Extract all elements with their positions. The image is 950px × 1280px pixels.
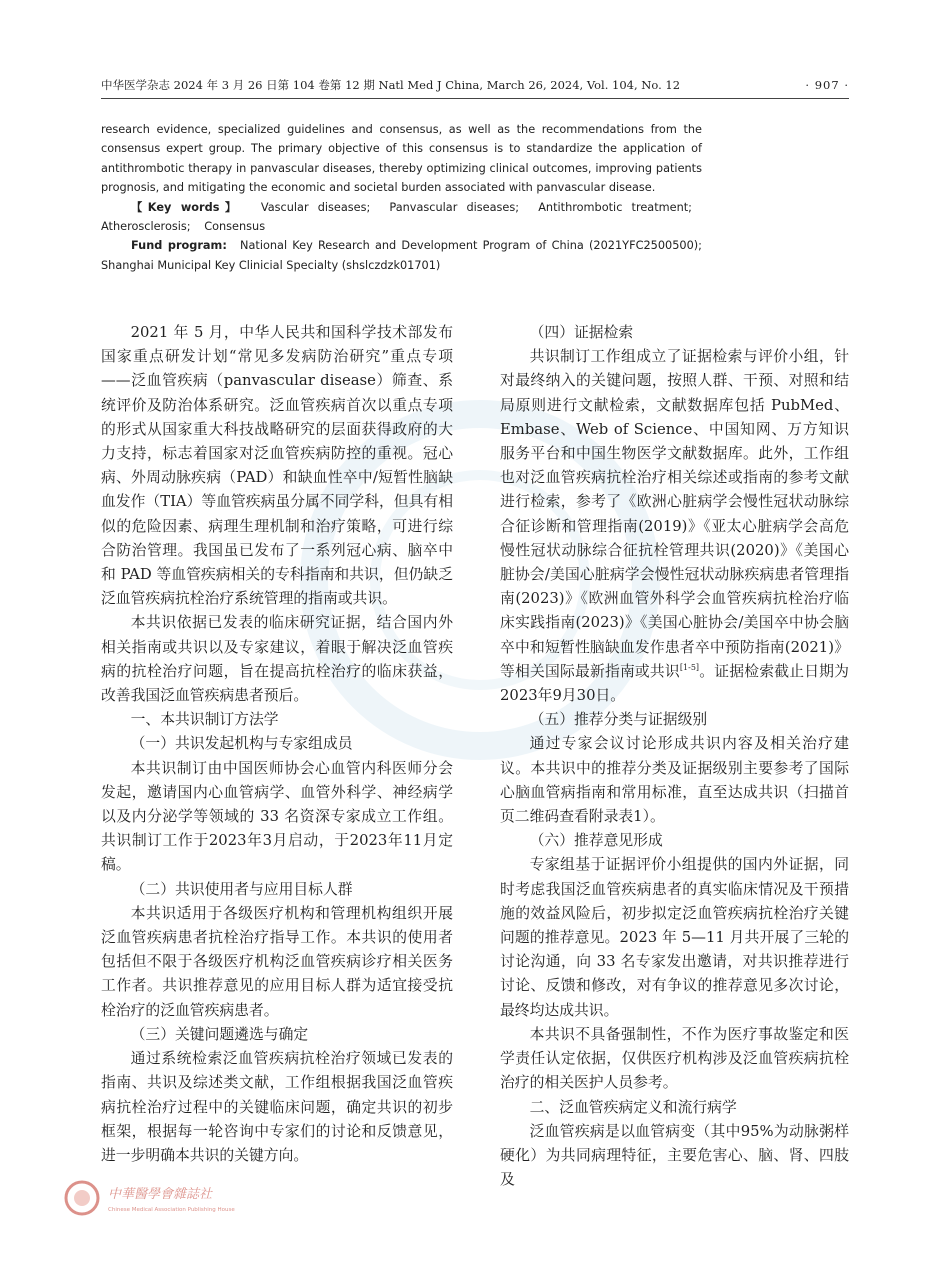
running-header: [101, 74, 849, 99]
paragraph: 本共识制订由中国医师协会心血管内科医师分会发起，邀请国内心血管病学、血管外科学、神经病学以及内分泌学等领域的 33 名资深专家成立工作组。共识制订工作于2023年3月启动，于2023年11月定稿。: [101, 759, 453, 874]
publisher-seal-icon: [66, 1182, 98, 1214]
fund-program-text: National Key Research and Development Program of China (2021YFC2500500); Shanghai Municipal Key Clinicial Specialty (shslczdzk01701): [101, 239, 702, 272]
subsection-heading: （三）关键问题遴选与确定: [130, 1025, 309, 1043]
paragraph: [500, 345, 849, 708]
publisher-name-en: Chinese Medical Association Publishing House: [108, 1207, 235, 1213]
fund-program-label: Fund program:: [131, 239, 227, 253]
subsection-heading: （六）推荐意见形成: [529, 832, 663, 850]
paragraph: 本共识不具备强制性，不作为医疗事故鉴定和医学责任认定依据，仅供医疗机构涉及泛血管疾病抗栓治疗的相关医护人员参考。: [500, 1025, 849, 1092]
subsection-heading: （一）共识发起机构与专家组成员: [130, 735, 353, 753]
paragraph: 专家组基于证据评价小组提供的国内外证据，同时考虑我国泛血管疾病患者的真实临床情况及干预措施的效益风险后，初步拟定泛血管疾病抗栓治疗关键问题的推荐意见。2023 年 5—11 月共开展了三轮的讨论沟通，向 33 名专家发出邀请，对共识推荐进行讨论、反馈和修改，对有争议的推荐意见多次讨论，最终均达成共识。: [500, 856, 849, 1019]
paragraph-text: 共识制订工作组成立了证据检索与评价小组，针对最终纳入的关键问题，按照人群、干预、对照和结局原则进行文献检索，文献数据库包括 PubMed、Embase、Web of Science、中国知网、万方知识服务平台和中国生物医学文献数据库。此外，工作组也对泛血管疾病抗栓治疗相关综述或指南的参考文献进行检索，参考了《欧洲心脏病学会慢性冠状动脉综合征诊断和管理指南(2019)》《亚太心脏病学会高危慢性冠状动脉综合征抗栓管理共识(2020)》《美国心脏协会/美国心脏病学会慢性冠状动脉疾病患者管理指南(2023)》《欧洲血管外科学会血管疾病抗栓治疗临床实践指南(2023)》《美国心脏协会/美国卒中协会脑卒中和短暂性脑缺血发作患者卒中预防指南(2021)》等相关国际最新指南或共识: [500, 348, 849, 680]
subsection-heading: （二）共识使用者与应用目标人群: [130, 880, 353, 898]
section-heading: 一、本共识制订方法学: [130, 711, 279, 729]
fund-program-line: [101, 236, 702, 275]
paragraph: 2021 年 5 月，中华人民共和国科学技术部发布国家重点研发计划“常见多发病防治研究”重点专项——泛血管疾病（panvascular disease）筛查、系统评价及防治体系研究。泛血管疾病首次以重点专项的形式从国家重大科技战略研究的层面获得政府的大力支持，标志着国家对泛血管疾病防控的重视。冠心病、外周动脉疾病（PAD）和缺血性卒中/短暂性脑缺血发作（TIA）等血管疾病虽分属不同学科，但具有相似的危险因素、病理生理机制和治疗策略，可进行综合防治管理。我国虽已发布了一系列冠心病、脑卒中和 PAD 等血管疾病相关的专科指南和共识，但仍缺乏泛血管疾病抗栓治疗系统管理的指南或共识。: [101, 324, 453, 608]
keyword: Panvascular diseases;: [389, 200, 520, 214]
keywords-line: [101, 198, 702, 237]
right-column: [500, 321, 849, 1192]
paragraph: 通过专家会议讨论形成共识内容及相关治疗建议。本共识中的推荐分类及证据级别主要参考了国际心脑血管病指南和常用标准，直至达成共识（扫描首页二维码查看附录表1）。: [500, 735, 849, 826]
publisher-logo: [62, 1178, 362, 1218]
journal-info: 中华医学杂志 2024 年 3 月 26 日第 104 卷第 12 期 Natl Med J China, March 26, 2024, Vol. 104, No. 12: [101, 78, 681, 92]
keywords-label: 【Key words】: [131, 200, 242, 214]
abstract-text: research evidence, specialized guidelines and consensus, as well as the recommendations from the consensus expert group. The primary objective of this consensus is to standardize the application of antithrombotic therapy in panvascular diseases, thereby optimizing clinical outcomes, improving patients prognosis, and mitigating the economic and societal burden associated with panvascular disease.: [101, 123, 702, 195]
page-number: · 907 ·: [805, 78, 849, 92]
subsection-heading: （四）证据检索: [529, 324, 634, 341]
citation-reference[interactable]: [1-5]: [679, 662, 700, 672]
subsection-heading: （五）推荐分类与证据级别: [529, 711, 708, 729]
paragraph: 泛血管疾病是以血管病变（其中95%为动脉粥样硬化）为共同病理特征，主要危害心、脑、肾、四肢及: [500, 1122, 849, 1189]
left-column: [101, 321, 453, 1168]
keyword: Antithrombotic treatment;: [538, 200, 692, 214]
publisher-name-cn: 中華醫學會雜誌社: [108, 1187, 213, 1202]
keyword: Atherosclerosis;: [101, 220, 191, 234]
keyword: Consensus: [204, 220, 266, 234]
paragraph: 通过系统检索泛血管疾病抗栓治疗领域已发表的指南、共识及综述类文献，工作组根据我国泛血管疾病抗栓治疗过程中的关键临床问题，确定共识的初步框架，根据每一轮咨询中专家们的讨论和反馈意见，进一步明确本共识的关键方向。: [101, 1050, 453, 1164]
english-abstract: [101, 120, 702, 275]
paragraph-text: 。证据检索截止日期为2023年9月30日。: [500, 662, 849, 705]
paragraph: 本共识适用于各级医疗机构和管理机构组织开展泛血管疾病患者抗栓治疗指导工作。本共识的使用者包括但不限于各级医疗机构泛血管疾病诊疗相关医务工作者。共识推荐意见的应用目标人群为适宜接受抗栓治疗的泛血管疾病患者。: [101, 904, 453, 1019]
keyword: Vascular diseases;: [260, 200, 371, 214]
section-heading: 二、泛血管疾病定义和流行病学: [529, 1098, 737, 1116]
paragraph: 本共识依据已发表的临床研究证据，结合国内外相关指南或共识以及专家建议，着眼于解决泛血管疾病的抗栓治疗问题，旨在提高抗栓治疗的临床获益，改善我国泛血管疾病患者预后。: [101, 614, 453, 705]
